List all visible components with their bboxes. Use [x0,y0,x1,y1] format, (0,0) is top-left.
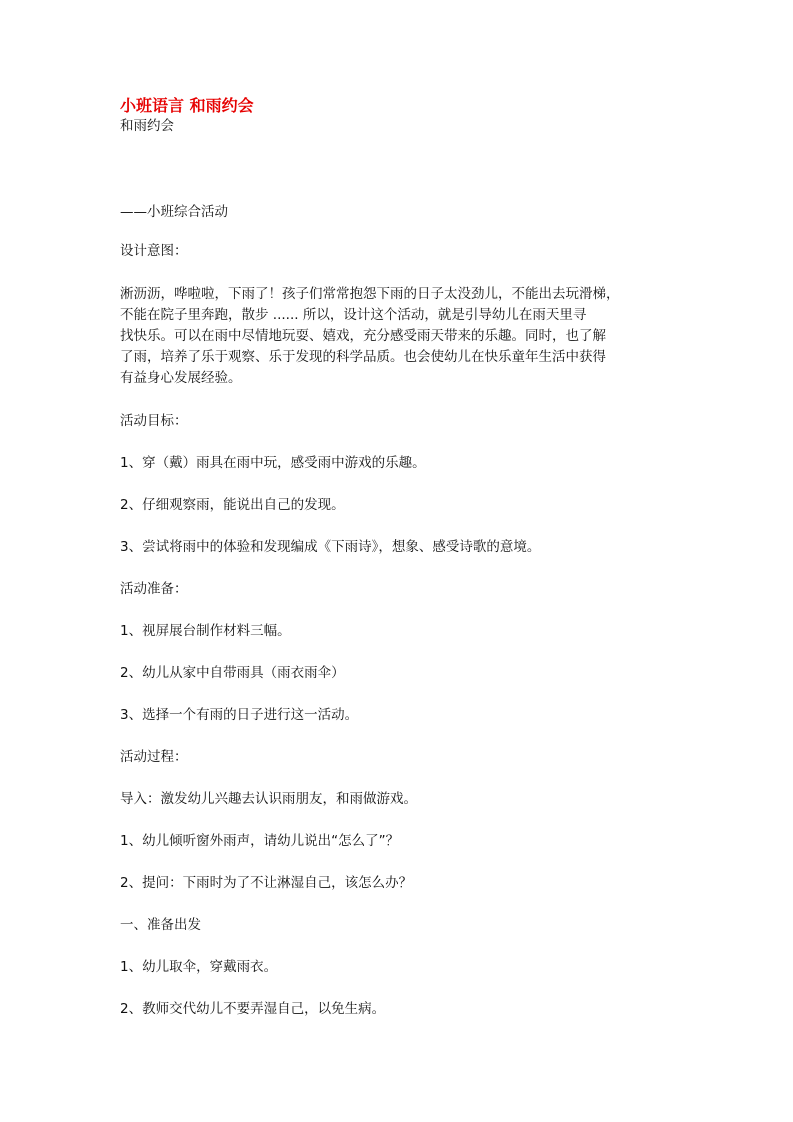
design-paragraph [120,284,680,389]
goal-item: 3、尝试将雨中的体验和发现编成《下雨诗》，想象、感受诗歌的意境。 [120,539,541,555]
intro-item: 2、提问：下雨时为了不让淋湿自己，该怎么办？ [120,875,413,891]
goal-item: 1、穿（戴）雨具在雨中玩，感受雨中游戏的乐趣。 [120,455,426,471]
prep-heading: 活动准备： [120,581,188,597]
activity-type: ——小班综合活动 [120,204,228,220]
step-item: 1、幼儿取伞，穿戴雨衣。 [120,959,278,975]
design-line: 淅沥沥，哗啦啦，下雨了！孩子们常常抱怨下雨的日子太没劲儿，不能出去玩滑梯， [120,286,620,302]
step-item: 2、教师交代幼儿不要弄湿自己，以免生病。 [120,1001,386,1017]
section-heading: 一、准备出发 [120,917,201,933]
intro-item: 1、幼儿倾听窗外雨声，请幼儿说出“怎么了”？ [120,833,400,849]
prep-item: 1、视屏展台制作材料三幅。 [120,623,291,639]
goal-item: 2、仔细观察雨，能说出自己的发现。 [120,497,345,513]
design-line: 了雨，培养了乐于观察、乐于发现的科学品质。也会使幼儿在快乐童年生活中获得 [120,349,606,365]
design-line: 找快乐。可以在雨中尽情地玩耍、嬉戏，充分感受雨天带来的乐趣。同时，也了解 [120,328,606,344]
goals-heading: 活动目标： [120,413,188,429]
document-title: 小班语言 和雨约会 [120,96,254,115]
document-subtitle: 和雨约会 [120,118,174,134]
design-line: 有益身心发展经验。 [120,370,242,386]
intro-line: 导入：激发幼儿兴趣去认识雨朋友，和雨做游戏。 [120,791,417,807]
process-heading: 活动过程： [120,749,188,765]
design-line: 不能在院子里奔跑，散步 ...... 所以，设计这个活动，就是引导幼儿在雨天里寻 [120,307,587,323]
prep-item: 2、幼儿从家中自带雨具（雨衣雨伞） [120,665,345,681]
design-heading: 设计意图： [120,243,188,259]
prep-item: 3、选择一个有雨的日子进行这一活动。 [120,707,359,723]
document-page [120,96,680,1020]
